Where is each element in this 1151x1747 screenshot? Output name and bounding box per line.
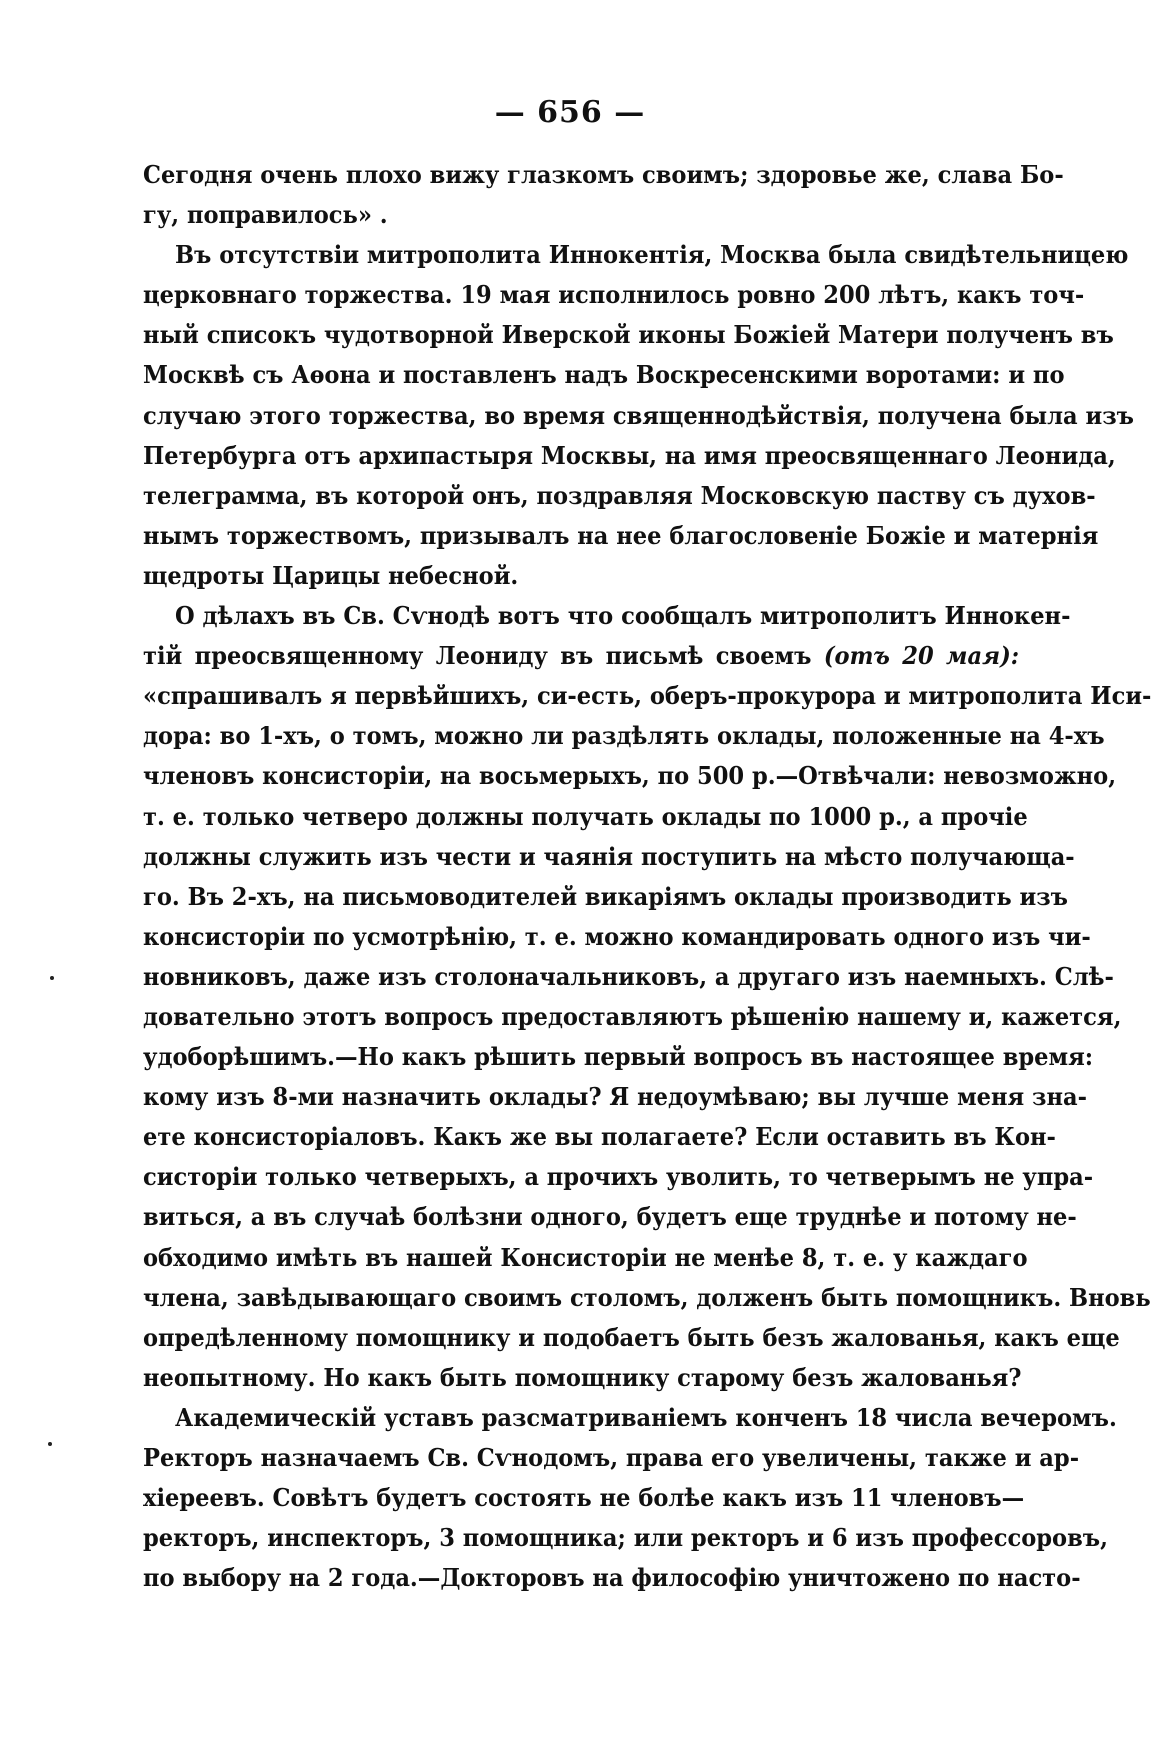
text-line: кому изъ 8-ми назначить оклады? Я недоумѣваю; вы лучше меня зна- xyxy=(143,1082,1087,1112)
page-number: — 656 — xyxy=(494,95,646,130)
text-line: т. е. только четверо должны получать оклады по 1000 р., а прочіе xyxy=(143,801,1028,831)
text-line: ный списокъ чудотворной Иверской иконы Божіей Матери полученъ въ xyxy=(143,320,1114,350)
text-line-with-date xyxy=(143,636,1019,676)
body-text xyxy=(143,155,1151,1598)
text-line: О дѣлахъ въ Св. Сѵнодѣ вотъ что сообщалъ митрополитъ Иннокен- xyxy=(174,601,1071,631)
text-line: случаю этого торжества, во время священнодѣйствія, получена была изъ xyxy=(143,400,1134,430)
text-line: дора: во 1-хъ, о томъ, можно ли раздѣлять оклады, положенные на 4-хъ xyxy=(143,721,1105,751)
text-line: удоборѣшимъ.—Но какъ рѣшить первый вопросъ въ настоящее время: xyxy=(143,1042,1094,1072)
text-line: Петербурга отъ архипастыря Москвы, на имя преосвященнаго Леонида, xyxy=(143,440,1116,470)
text-line: обходимо имѣть въ нашей Консисторіи не менѣе 8, т. е. у каждаго xyxy=(143,1242,1028,1272)
text-line: довательно этотъ вопросъ предоставляютъ рѣшенію нашему и, кажется, xyxy=(143,1001,1122,1031)
text-line: неопытному. Но какъ быть помощнику старому безъ жалованья? xyxy=(143,1362,1022,1392)
text-line: систоріи только четверыхъ, а прочихъ уволить, то четверымъ не упра- xyxy=(143,1162,1094,1192)
text-line: виться, а въ случаѣ болѣзни одного, будетъ еще труднѣе и потому не- xyxy=(143,1202,1077,1232)
scan-speck xyxy=(50,976,54,980)
scan-speck xyxy=(48,1442,52,1446)
text-line: Въ отсутствіи митрополита Иннокентія, Москва была свидѣтельницею xyxy=(174,240,1129,270)
text-line: церковнаго торжества. 19 мая исполнилось ровно 200 лѣтъ, какъ точ- xyxy=(143,280,1085,310)
text-line: Москвѣ съ Аѳона и поставленъ надъ Воскресенскими воротами: и по xyxy=(143,360,1065,390)
text-line: Ректоръ назначаемъ Св. Сѵнодомъ, права его увеличены, также и ар- xyxy=(143,1443,1080,1472)
text-line: члена, завѣдывающаго своимъ столомъ, долженъ быть помощникъ. Вновь xyxy=(143,1282,1151,1312)
text-line: «спрашивалъ я первѣйшихъ, си-есть, оберъ-прокурора и митрополита Иси- xyxy=(143,681,1151,711)
text-line: должны служить изъ чести и чаянія поступить на мѣсто получающа- xyxy=(143,841,1075,871)
text-line: хіереевъ. Совѣтъ будетъ состоять не болѣе какъ изъ 11 членовъ— xyxy=(143,1483,1025,1513)
text-line: нымъ торжествомъ, призывалъ на нее благословеніе Божіе и матернія xyxy=(143,520,1099,550)
text-line: щедроты Царицы небесной. xyxy=(143,560,519,590)
text-line: ете консисторіаловъ. Какъ же вы полагаете? Если оставить въ Кон- xyxy=(143,1122,1056,1152)
text-line: опредѣленному помощнику и подобаетъ быть безъ жалованья, какъ еще xyxy=(143,1322,1120,1352)
text-line: Сегодня очень плохо вижу глазкомъ своимъ; здоровье же, слава Бо- xyxy=(143,160,1064,189)
text-line: го. Въ 2-хъ, на письмоводителей викаріямъ оклады производить изъ xyxy=(143,881,1068,911)
text-line: новниковъ, даже изъ столоначальниковъ, а другаго изъ наемныхъ. Слѣ- xyxy=(143,961,1114,991)
text-line: Академическій уставъ разсматриваніемъ конченъ 18 числа вечеромъ. xyxy=(174,1402,1117,1432)
text-line-segment: тій преосвященному Леониду въ письмѣ своемъ xyxy=(143,641,812,671)
text-line: членовъ консисторіи, на восьмерыхъ, по 500 р.—Отвѣчали: невозможно, xyxy=(143,761,1117,791)
date-emphasis: (отъ 20 мая): xyxy=(823,641,1020,671)
text-line: консисторіи по усмотрѣнію, т. е. можно командировать одного изъ чи- xyxy=(143,921,1091,951)
text-line: телеграмма, въ которой онъ, поздравляя Московскую паству съ духов- xyxy=(143,480,1096,510)
text-line: гу, поправилось» . xyxy=(143,200,388,230)
text-line: ректоръ, инспекторъ, 3 помощника; или ректоръ и 6 изъ профессоровъ, xyxy=(143,1523,1108,1553)
text-line: по выбору на 2 года.—Докторовъ на философію уничтожено по насто- xyxy=(143,1563,1081,1593)
